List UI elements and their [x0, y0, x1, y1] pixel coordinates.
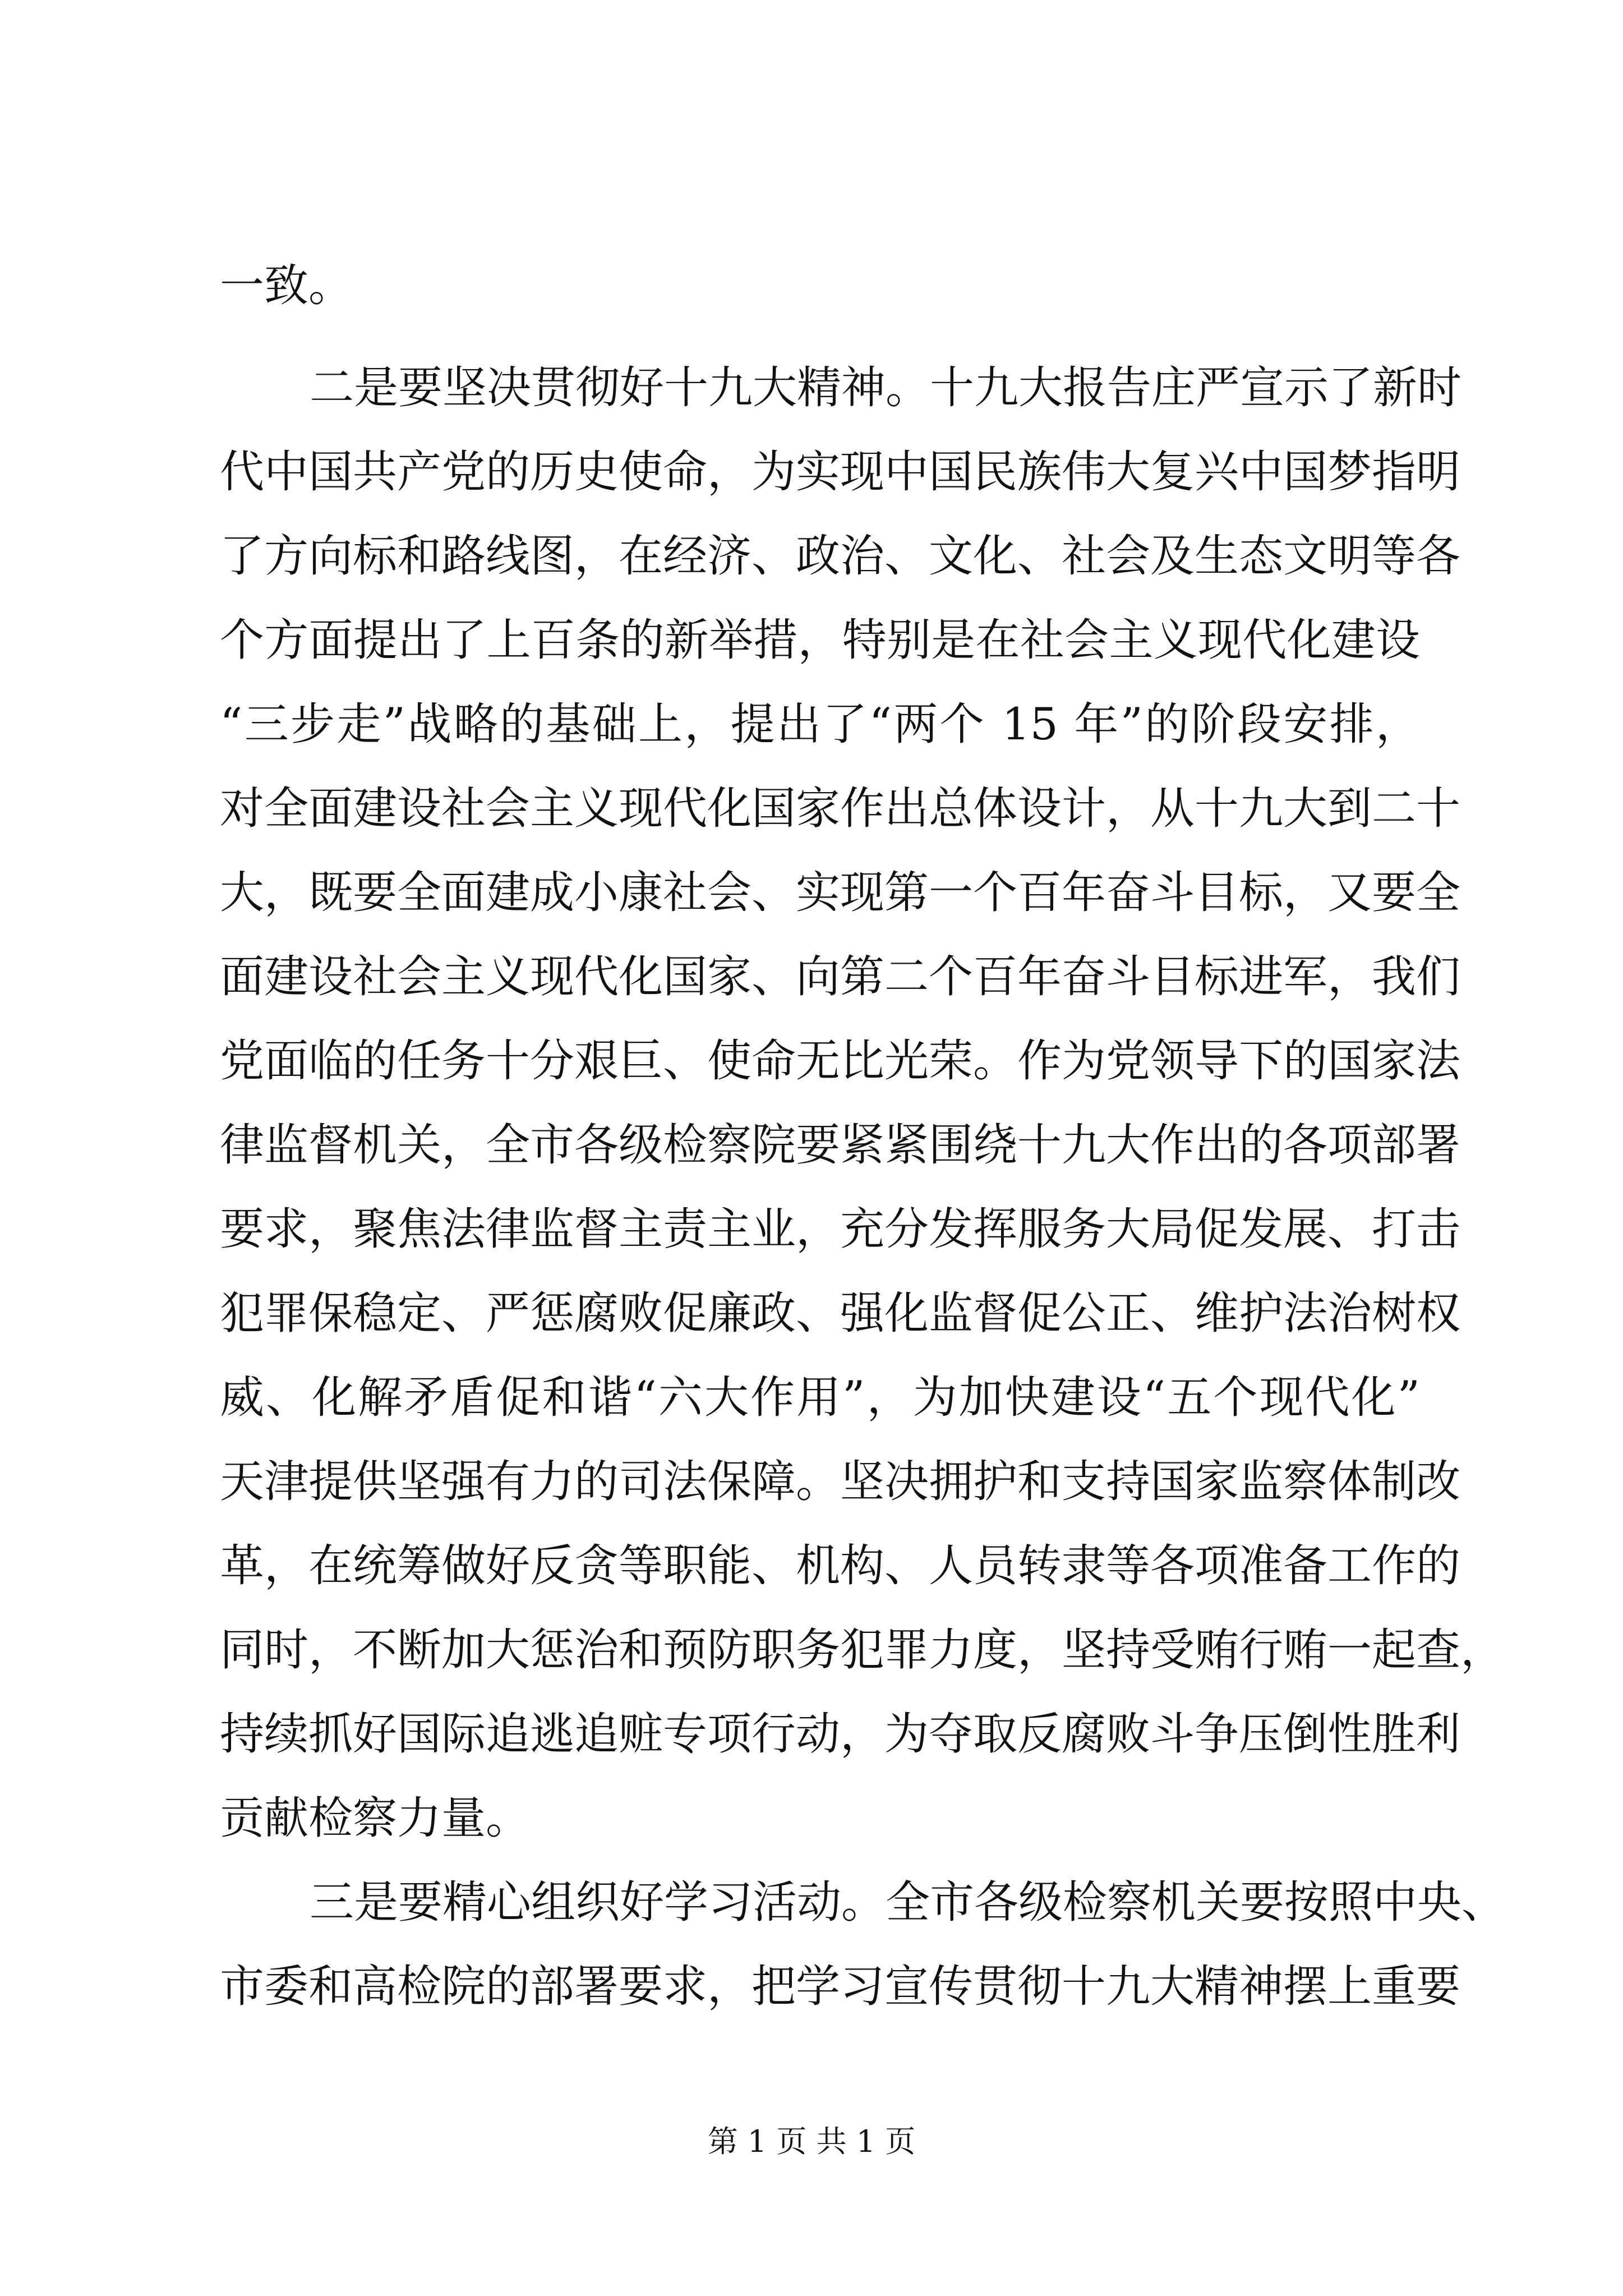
text-line: 要求，聚焦法律监督主责主业，充分发挥服务大局促发展、打击 — [220, 1203, 1460, 1255]
text-line: 大，既要全面建成小康社会、实现第一个百年奋斗目标，又要全 — [220, 867, 1460, 918]
text-line: 一致。 — [220, 260, 353, 311]
text-line: 对全面建设社会主义现代化国家作出总体设计，从十九大到二十 — [220, 783, 1460, 834]
text-line: 贡献检察力量。 — [220, 1792, 530, 1844]
text-line: 天津提供坚强有力的司法保障。坚决拥护和支持国家监察体制改 — [220, 1456, 1460, 1507]
text-line: 代中国共产党的历史使命，为实现中国民族伟大复兴中国梦指明 — [220, 446, 1460, 498]
text-line: 威、化解矛盾促和谐“六大作用”，为加快建设“五个现代化” — [220, 1372, 1420, 1423]
text-line: 革，在统筹做好反贪等职能、机构、人员转隶等各项准备工作的 — [220, 1540, 1460, 1591]
text-line: 了方向标和路线图，在经济、政治、文化、社会及生态文明等各 — [220, 530, 1460, 582]
text-line: 党面临的任务十分艰巨、使命无比光荣。作为党领导下的国家法 — [220, 1035, 1460, 1087]
paragraph-2-start: 二是要坚决贯彻好十九大精神。十九大报告庄严宣示了新时 — [310, 362, 1461, 413]
text-line: 市委和高检院的部署要求，把学习宣传贯彻十九大精神摆上重要 — [220, 1961, 1460, 2012]
text-line: 个方面提出了上百条的新举措，特别是在社会主义现代化建设 — [220, 614, 1420, 666]
text-line: 持续抓好国际追逃追赃专项行动，为夺取反腐败斗争压倒性胜利 — [220, 1708, 1460, 1760]
page-number-label: 第 1 页 共 1 页 — [707, 2124, 916, 2159]
page-footer — [0, 2118, 1623, 2161]
paragraph-3-start: 三是要精心组织好学习活动。全市各级检察机关要按照中央、 — [310, 1876, 1506, 1928]
text-line: 面建设社会主义现代化国家、向第二个百年奋斗目标进军，我们 — [220, 951, 1460, 1002]
text-line: 律监督机关，全市各级检察院要紧紧围绕十九大作出的各项部署 — [220, 1119, 1460, 1171]
text-line: 同时，不断加大惩治和预防职务犯罪力度，坚持受贿行贿一起查， — [220, 1624, 1505, 1676]
text-line: “三步走”战略的基础上，提出了“两个 15 年”的阶段安排， — [220, 698, 1421, 750]
text-line: 犯罪保稳定、严惩腐败促廉政、强化监督促公正、维护法治树权 — [220, 1287, 1460, 1339]
